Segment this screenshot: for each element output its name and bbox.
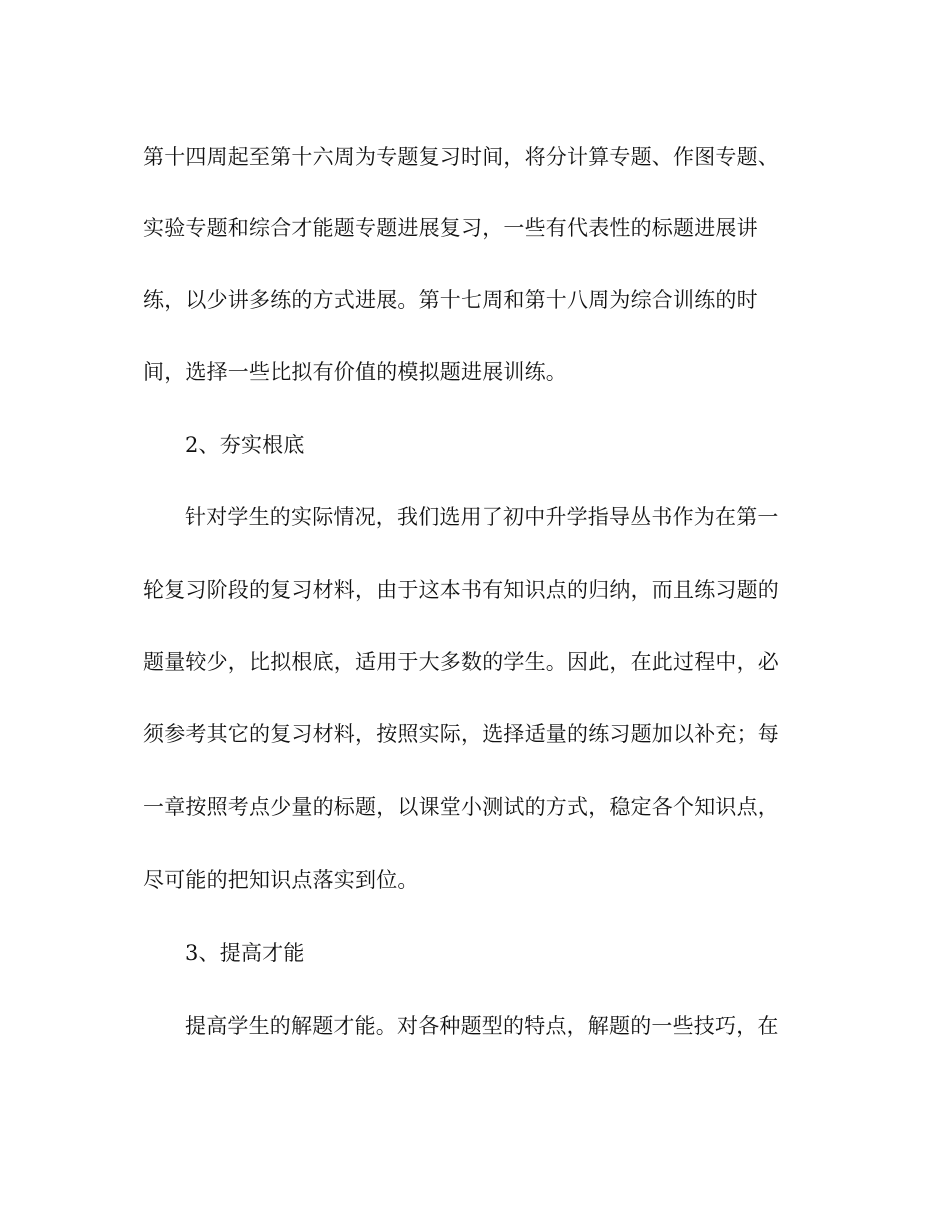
paragraph-2-line-6: 尽可能的把知识点落实到位。 — [143, 868, 419, 892]
paragraph-2-line-2: 轮复习阶段的复习材料，由于这本书有知识点的归纳，而且练习题的 — [143, 578, 779, 602]
paragraph-1-line-1: 第十四周起至第十六周为专题复习时间，将分计算专题、作图专题、 — [143, 145, 779, 169]
paragraph-1-line-2: 实验专题和综合才能题专题进展复习，一些有代表性的标题进展讲 — [143, 216, 758, 240]
paragraph-1-line-3: 练，以少讲多练的方式进展。第十七周和第十八周为综合训练的时 — [143, 288, 758, 312]
paragraph-2-line-5: 一章按照考点少量的标题，以课堂小测试的方式，稳定各个知识点， — [143, 795, 779, 819]
section-heading-2: 2、夯实根底 — [185, 433, 305, 457]
paragraph-2-line-4: 须参考其它的复习材料，按照实际，选择适量的练习题加以补充；每 — [143, 722, 779, 746]
paragraph-2-line-3: 题量较少，比拟根底，适用于大多数的学生。因此，在此过程中，必 — [143, 650, 779, 674]
paragraph-3-line-1: 提高学生的解题才能。对各种题型的特点，解题的一些技巧，在 — [185, 1014, 779, 1038]
paragraph-2-line-1: 针对学生的实际情况，我们选用了初中升学指导丛书作为在第一 — [185, 505, 779, 529]
paragraph-1-line-4: 间，选择一些比拟有价值的模拟题进展训练。 — [143, 360, 567, 384]
section-heading-3: 3、提高才能 — [185, 941, 305, 965]
